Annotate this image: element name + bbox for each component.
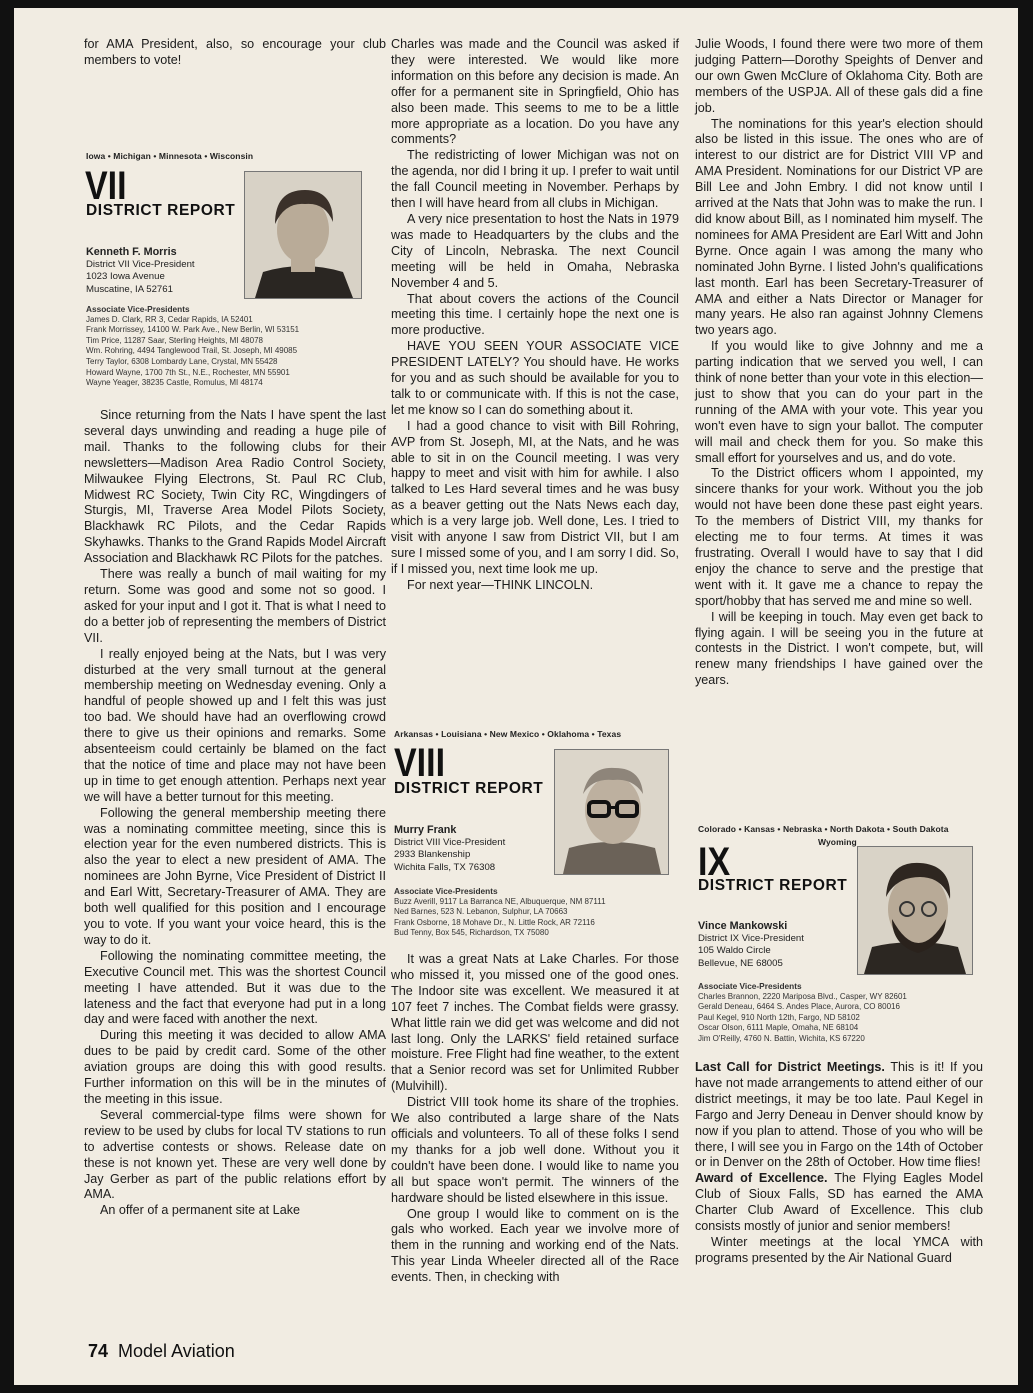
associate-line: Tim Price, 11287 Saar, Sterling Heights, MI 48078 <box>86 335 263 345</box>
paragraph: During this meeting it was decided to allow AMA dues to be paid by credit card. Some of the other aviation groups are doing this with good results. Further information on this will be in the minutes of the meeting in this issue. <box>84 1028 386 1106</box>
district-7-vp-block <box>86 246 195 296</box>
paragraph: To the District officers whom I appointed, my sincere thanks for your work. Without you the job would not have been done these past eight years. To the members of District VIII, my thanks for electing me to four terms. At times it was frustrating. Overall I would have to say that I did enjoy the chance to serve and the prestige that went with it. It gave me a chance to repay the sport/hobby that has served me and mine so well. <box>695 466 983 608</box>
paragraph <box>695 1060 983 1171</box>
district-7-states: Iowa • Michigan • Minnesota • Wisconsin <box>86 151 254 161</box>
portrait-image <box>555 750 668 874</box>
paragraph-text: This is it! If you have not made arrangements to attend either of our district meetings, it may be too late. Paul Kegel in Fargo and Jerry Deneau in Denver should know by now if you plan to attend. Those of you who will be there, I will see you in Fargo on the 14th of October or in Denver on the 28th of October. How time flies! <box>695 1060 983 1170</box>
paragraph <box>695 1235 983 1267</box>
vp-address: 105 Waldo Circle <box>698 945 771 957</box>
paragraph: For next year—THINK LINCOLN. <box>407 577 594 592</box>
vp-address: 2933 Blankenship <box>394 849 471 861</box>
associate-line: Terry Taylor, 6308 Lombardy Lane, Crystal, MN 55428 <box>86 356 278 366</box>
paragraph: for AMA President, also, so encourage your club members to vote! <box>84 37 386 67</box>
paragraph: I will be keeping in touch. May even get back to flying again. I will be seeing you in the future at contests in the District. I won't compete, but, will renew many friendships I have gained over the years. <box>695 609 983 688</box>
paragraph: I had a good chance to visit with Bill Rohring, AVP from St. Joseph, MI, at the Nats, and he was able to sit in on the Council meeting. I was very happy to meet and visit with him for awhile. I also talked to Les Hard several times and he was busy as a beaver getting out the Nats News each day, which is a very large job. Well done, Les. I tried to visit with anyone I saw from District VII, but I am sure I missed some of you, and I am sorry I did. So, if I missed you, next time look me up. <box>391 418 679 576</box>
column-2-top <box>391 37 679 594</box>
associate-line: Paul Kegel, 910 North 12th, Fargo, ND 58102 <box>698 1012 860 1022</box>
paragraph: District VIII took home its share of the trophies. We also contributed a large share of the Nats officials and volunteers. To all of these folks I send my thanks for a job well done. Without you it couldn't have been done. I would like to name you all but space won't permit. The winners of the hardware should be listed elsewhere in this issue. <box>391 1095 679 1205</box>
district-8-states: Arkansas • Louisiana • New Mexico • Oklahoma • Texas <box>394 729 622 739</box>
paragraph: An offer of a permanent site at Lake <box>100 1203 300 1218</box>
paragraph: Charles was made and the Council was asked if they were interested. We would like more information on this before any decision is made. An offer for a permanent site in Springfield, Ohio has also been made. This seems to me to be a little more appropriate as a location. Do you have any comments? <box>391 37 679 147</box>
vp-title: District IX Vice-President <box>698 932 804 944</box>
paragraph: A very nice presentation to host the Nats in 1979 was made to Headquarters by the clubs and the City of Lincoln, Nebraska. The next Council meeting will be held in Omaha, Nebraska November 4 and 5. <box>391 211 679 290</box>
associate-line: Wayne Yeager, 38235 Castle, Romulus, MI 48174 <box>86 378 263 388</box>
column-1-top <box>84 37 386 69</box>
column-2-body <box>391 952 679 1286</box>
magazine-page <box>14 8 1018 1385</box>
associate-line: Frank Morrissey, 14100 W. Park Ave., New Berlin, WI 53151 <box>86 325 300 335</box>
paragraph: I really enjoyed being at the Nats, but I was very disturbed at the very small turnout at the general membership meeting on Wednesday evening. Only a handful of people showed up and I felt this was just too bad. We should have had an overflowing crowd there to give us their opinions and remarks. Some absenteeism could certainly be blamed on the fact that the notice of time and place may not have been up in time to get enough attention. Perhaps next year we will have a better turnout for this meeting. <box>84 646 386 804</box>
district-8-vp-portrait <box>554 749 669 875</box>
vp-title: District VII Vice-President <box>86 258 195 270</box>
vp-city: Muscatine, IA 52761 <box>86 283 173 295</box>
district-8-vp-block <box>394 824 505 874</box>
associates-heading: Associate Vice-Presidents <box>698 981 802 991</box>
vp-address: 1023 Iowa Avenue <box>86 271 165 283</box>
associate-line: Wm. Rohring, 4494 Tanglewood Trail, St. Joseph, MI 49085 <box>86 346 298 356</box>
district-7-label: DISTRICT REPORT <box>86 202 236 219</box>
paragraph: HAVE YOU SEEN YOUR ASSOCIATE VICE PRESIDENT LATELY? You should have. He works for you and as such should be available for you to talk to or communicate with. If this is not the case, let me know so I can do something about it. <box>391 339 679 417</box>
district-7-numeral: VII <box>85 164 127 208</box>
district-8-label: DISTRICT REPORT <box>394 780 544 797</box>
district-9-vp-block <box>698 920 804 970</box>
column-1-body <box>84 408 386 1219</box>
associate-line: Jim O'Reilly, 4760 N. Battin, Wichita, KS 67220 <box>698 1033 865 1043</box>
district-9-numeral: IX <box>698 840 731 884</box>
district-9-states: Colorado • Kansas • Nebraska • North Dakota • South Dakota <box>698 824 949 834</box>
column-3-body <box>695 1060 983 1267</box>
vp-name: Vince Mankowski <box>698 920 788 932</box>
paragraph: Julie Woods, I found there were two more of them judging Pattern—Dorothy Speights of Denver and our own Gwen McClure of Oklahoma City. Both are members of the USPJA. All of these gals did a fine job. <box>695 37 983 115</box>
associate-line: Howard Wayne, 1700 7th St., N.E., Rochester, MN 55901 <box>86 367 290 377</box>
district-9-states-line2: Wyoming <box>818 837 857 847</box>
district-9-associates <box>698 981 907 1045</box>
paragraph: One group I would like to comment on is the gals who worked. Each year we involve more of them in the running and working end of the Nats. This year Linda Wheeler directed all of the Race events. Then, in checking with <box>391 1206 679 1285</box>
page-footer <box>88 1341 235 1362</box>
paragraph: The nominations for this year's election should also be listed in this issue. The ones who are of interest to our district are for District VIII VP and AMA President. Nominations for our District VP are Bill Lee and John Embry. I did not know until I arrived at the Nats that John was to make the run. I did know about Bill, as I nominated him myself. The nominees for AMA President are Earl Witt and John Byrne. Once again I was among the many who nominated John Byrne. I listed John's qualifications last month. Earl has been Secretary-Treasurer of AMA and either a Nats Director or Manager for many years. He also ran against Johnny Clemens two years ago. <box>695 116 983 338</box>
paragraph: That about covers the actions of the Council meeting this time. I certainly hope the next one is more productive. <box>391 291 679 338</box>
paragraph-text: Winter meetings at the local YMCA with programs presented by the Air National Guard <box>695 1234 983 1265</box>
vp-city: Wichita Falls, TX 76308 <box>394 861 496 873</box>
associates-heading: Associate Vice-Presidents <box>394 886 498 896</box>
vp-name: Murry Frank <box>394 824 457 836</box>
paragraph: Since returning from the Nats I have spent the last several days unwinding and reading a huge pile of mail. Thanks to the following clubs for their newsletters—Madison Area Radio Control Society, Milwaukee Flying Electrons, St. Paul RC Club, Midwest RC Society, Twin City RC, Wingdingers of Sturgis, MI, Traverse Area Model Pilots Society, Blackhawk RC Pilots, and the Cedar Rapids Skyhawks. Thanks to the Grand Rapids Model Aircraft Association and Blackhawk RC Pilots for the patches. <box>84 408 386 566</box>
associates-heading: Associate Vice-Presidents <box>86 304 190 314</box>
column-3-top <box>695 37 983 689</box>
paragraph: Several commercial-type films were shown for review to be used by clubs for local TV stations to run to advertise contests or shows. Release date on these is not known yet. These are very well done by Jay Gerber as part of the public relations effort by AMA. <box>84 1107 386 1202</box>
district-7-associates <box>86 304 299 389</box>
paragraph <box>695 1171 983 1235</box>
paragraph: There was really a bunch of mail waiting for my return. Some was good and some not so good. I asked for your input and I got it. That is what I need to do a better job of representing the members of District VII. <box>84 567 386 645</box>
paragraph: Following the general membership meeting there was a nominating committee meeting, since this is election year for the even numbered districts. This is also the year to elect a new president of AMA. The nominees are John Byrne, Vice President of District II and Earl Witt, Secretary-Treasurer of AMA. They are both well qualified for this position and I encourage you to vote. If you want your voice heard, this is the way to do it. <box>84 805 386 947</box>
portrait-image <box>858 847 972 974</box>
associate-line: Frank Osborne, 18 Mohave Dr., N. Little Rock, AR 72116 <box>394 917 595 927</box>
associate-line: James D. Clark, RR 3, Cedar Rapids, IA 52401 <box>86 314 253 324</box>
associate-line: Ned Barnes, 523 N. Lebanon, Sulphur, LA 70663 <box>394 907 568 917</box>
portrait-image <box>245 172 361 298</box>
vp-city: Bellevue, NE 68005 <box>698 957 783 969</box>
page-number: 74 <box>88 1341 109 1361</box>
associate-line: Charles Brannon, 2220 Mariposa Blvd., Casper, WY 82601 <box>698 991 907 1001</box>
paragraph: The redistricting of lower Michigan was not on the agenda, nor did I bring it up. I prefer to wait until the fall Council meeting in November. Perhaps by then I will have heard from all clubs in Michigan. <box>391 148 679 211</box>
associate-line: Oscar Olson, 6111 Maple, Omaha, NE 68104 <box>698 1023 859 1033</box>
paragraph: If you would like to give Johnny and me a parting indication that we served you well, I can think of none better than your vote in this election—just to show that you can do your part in the running of the AMA with your vote. This year you won't even have to sign your ballot. The computer will mail and check them for you. So make this small effort for yourselves and us, and do vote. <box>695 339 983 465</box>
vp-name: Kenneth F. Morris <box>86 246 177 258</box>
district-8-associates <box>394 886 606 939</box>
district-7-vp-portrait <box>244 171 362 299</box>
paragraph-heading: Last Call for District Meetings. <box>695 1060 885 1074</box>
paragraph: It was a great Nats at Lake Charles. For those who missed it, you missed one of the good ones. The Indoor site was excellent. We measured it at 107 feet 7 inches. The Combat fields were grassy. What little rain we did get was welcome and did not last long. Only the LARKS' field retained surface moisture. Free Flight had fine weather, to the extent that a Senior record was set for Unlimited Rubber (Mulvihill). <box>391 952 679 1094</box>
district-8-numeral: VIII <box>394 741 446 785</box>
vp-title: District VIII Vice-President <box>394 836 506 848</box>
associate-line: Buzz Averill, 9117 La Barranca NE, Albuquerque, NM 87111 <box>394 896 606 906</box>
district-9-vp-portrait <box>857 846 973 975</box>
magazine-name: Model Aviation <box>118 1341 235 1361</box>
associate-line: Gerald Deneau, 6464 S. Andes Place, Aurora, CO 80016 <box>698 1002 900 1012</box>
paragraph-heading: Award of Excellence. <box>695 1171 828 1186</box>
district-9-label: DISTRICT REPORT <box>698 877 848 894</box>
associate-line: Bud Tenny, Box 545, Richardson, TX 75080 <box>394 928 549 938</box>
paragraph-text: The Flying Eagles Model Club of Sioux Falls, SD has earned the AMA Charter Club Award of Excellence. This club consists mostly of junior and senior members! <box>695 1171 983 1234</box>
paragraph: Following the nominating committee meeting, the Executive Council met. This was the shortest Council meeting I have attended. But it was due to the lateness and the fact that everyone had put in a long day and were faced with another the next. <box>84 948 386 1027</box>
